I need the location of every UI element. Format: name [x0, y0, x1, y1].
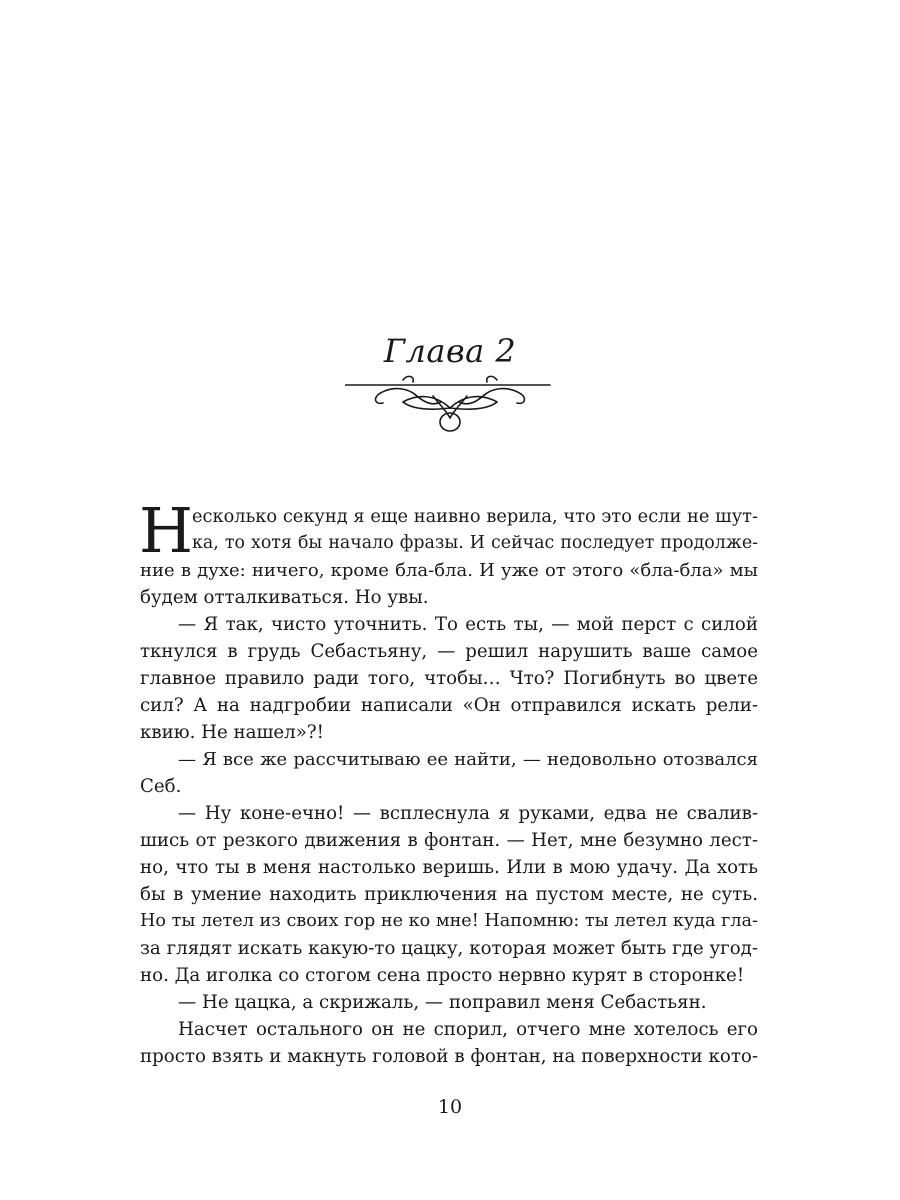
text-line: ка, то хотя бы начало фразы. И сейчас последует продолже- — [192, 533, 758, 553]
chapter-title: Глава 2 — [383, 332, 517, 370]
page-number: 10 — [437, 1096, 463, 1118]
text-line: Себ. — [140, 776, 182, 797]
drop-cap: Н — [139, 494, 194, 567]
text-line: квию. Не нашел»?! — [140, 722, 324, 743]
text-line: — Не цацка, а скрижаль, — поправил меня Себастьян. — [178, 992, 707, 1013]
chapter-body — [139, 494, 758, 1070]
text-line: но, что ты в меня настолько веришь. Или в мою удачу. Да хоть — [140, 857, 758, 878]
text-line: ткнулся в грудь Себастьяну, — решил нарушить ваше самое — [140, 641, 758, 662]
text-line: шись от резкого движения в фонтан. — Нет, мне безумно лест- — [140, 830, 758, 851]
text-line: будем отталкиваться. Но увы. — [140, 587, 429, 608]
text-line: — Ну коне-ечно! — всплеснула я руками, едва не свалив- — [178, 803, 758, 824]
text-line: — Я все же рассчитываю ее найти, — недовольно отозвался — [178, 749, 758, 770]
text-line: главное правило ради того, чтобы… Что? Погибнуть во цвете — [140, 668, 758, 689]
text-line: бы в умение находить приключения на пустом месте, не суть. — [140, 884, 758, 905]
text-line: — Я так, чисто уточнить. То есть ты, — мой перст с силой — [178, 614, 758, 635]
text-line: но. Да иголка со стогом сена просто нервно курят в сторонке! — [140, 965, 745, 986]
text-line: есколько секунд я еще наивно верила, что это если не шут- — [192, 506, 758, 527]
flourish-ornament-icon — [345, 372, 555, 436]
text-line: сил? А на надгробии написали «Он отправился искать рели- — [140, 695, 758, 716]
text-line: просто взять и макнуть головой в фонтан, на поверхности кото- — [140, 1046, 758, 1067]
text-line: Насчет остального он не спорил, отчего мне хотелось его — [178, 1019, 758, 1040]
text-line: за глядят искать какую-то цацку, которая может быть где угод- — [140, 938, 758, 959]
text-line: ние в духе: ничего, кроме бла-бла. И уже от этого «бла-бла» мы — [140, 560, 758, 581]
text-line: Но ты летел из своих гор не ко мне! Напомню: ты летел куда гла- — [140, 911, 758, 931]
